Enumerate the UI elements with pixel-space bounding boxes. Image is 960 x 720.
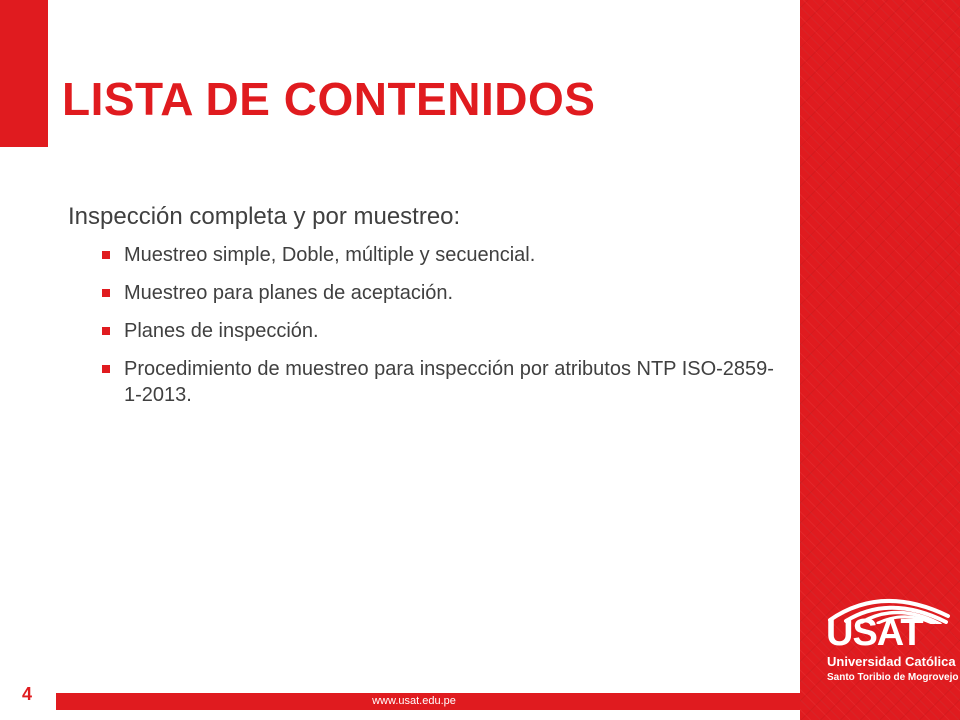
- bullet-text: Procedimiento de muestreo para inspección por atributos NTP ISO-2859-1-2013.: [124, 358, 774, 406]
- slide-title: LISTA DE CONTENIDOS: [62, 73, 596, 125]
- page-number: 4: [21, 684, 32, 704]
- square-bullet-icon: [102, 365, 110, 373]
- bullet-list: [68, 242, 788, 408]
- logo-university-line: Universidad Católica: [827, 654, 956, 669]
- bullet-item: [102, 318, 788, 344]
- footer-url[interactable]: www.usat.edu.pe: [372, 695, 456, 707]
- logo-name: USAT: [826, 612, 923, 654]
- bullet-text: Planes de inspección.: [124, 320, 319, 342]
- intro-text: Inspección completa y por muestreo:: [68, 203, 461, 230]
- usat-logo: [822, 590, 959, 700]
- square-bullet-icon: [102, 327, 110, 335]
- logo-subtitle-line: Santo Toribio de Mogrovejo: [827, 672, 959, 683]
- bullet-text: Muestreo para planes de aceptación.: [124, 282, 454, 304]
- bullet-item: [102, 280, 788, 306]
- slide-content: [68, 202, 788, 420]
- bullet-item: [102, 242, 788, 268]
- bullet-text: Muestreo simple, Doble, múltiple y secuencial.: [124, 244, 536, 266]
- left-accent-bar: [0, 0, 48, 147]
- bullet-item: [102, 356, 788, 408]
- square-bullet-icon: [102, 251, 110, 259]
- square-bullet-icon: [102, 289, 110, 297]
